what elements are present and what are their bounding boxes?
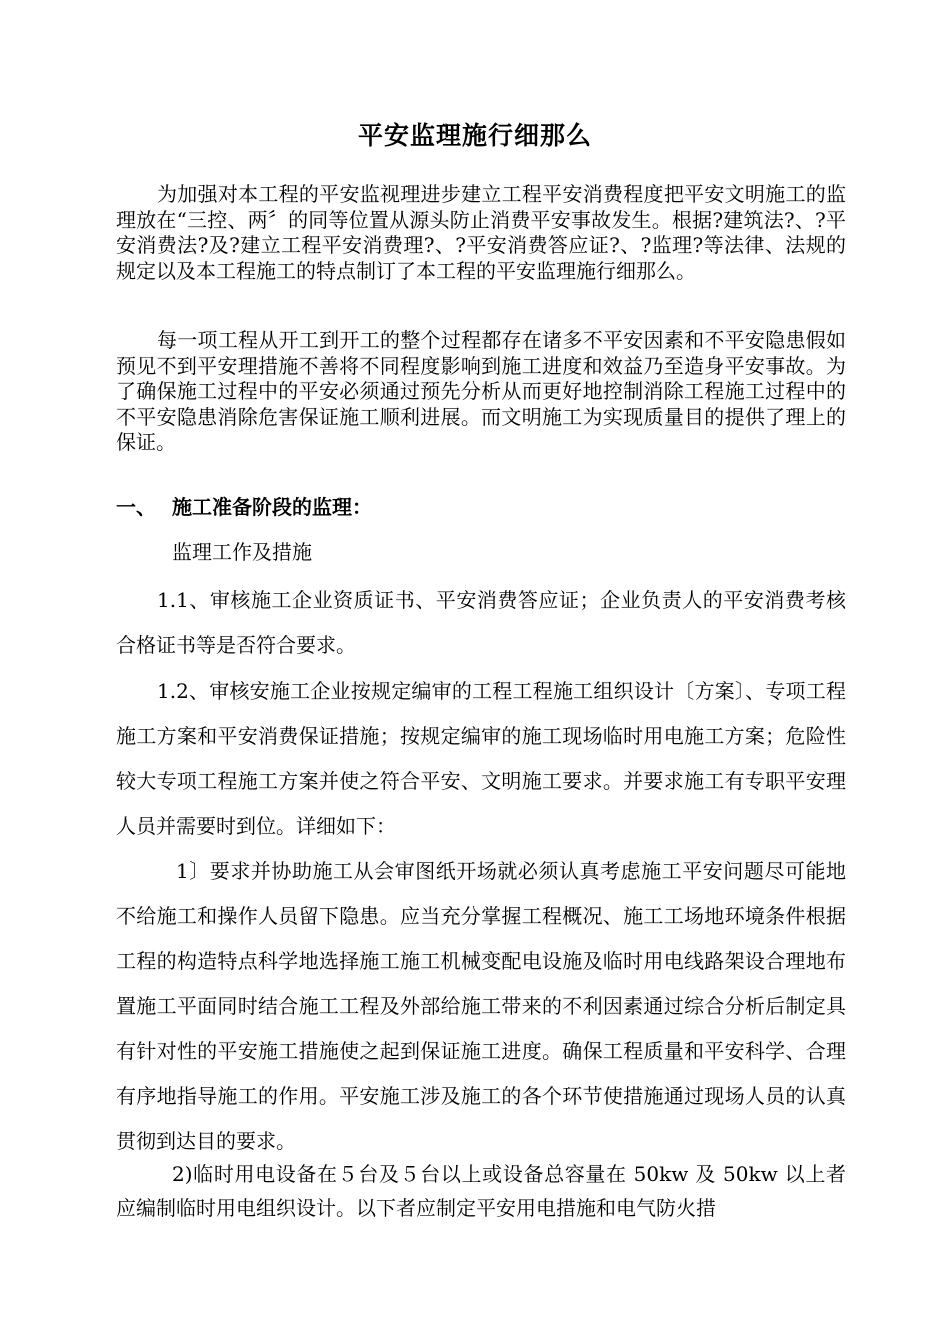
item-1-2: 1.2、审核安施工企业按规定编审的工程工程施工组织设计〔方案〕、专项工程施工方案和平安消费保证措施；按规定编审的施工现场临时用电施工方案；危险性较大专项工程施工方案并使之符合平安、文明施工要求。并要求施工有专职平安理人员并需要时到位。详细如下： — [116, 679, 846, 838]
section-1-number: 一、 — [116, 495, 156, 519]
section-1-heading — [116, 492, 372, 522]
document-title: 平安监理施行细那么 — [357, 121, 592, 150]
point-1: 1〕要求并协助施工从会审图纸开场就必须认真考虑施工平安问题尽可能地不给施工和操作人员留下隐患。应当充分掌握工程概况、施工工场地环境条件根据工程的构造特点科学地选择施工施工机械变配电设施及临时用电线路架设合理地布置施工平面同时结合施工工程及外部给施工带来的不利因素通过综合分析后制定具有针对性的平安施工措施使之起到保证施工进度。确保工程质量和平安科学、合理有序地指导施工的作用。平安施工涉及施工的各个环节使措施通过现场人员的认真贯彻到达目的要求。 — [116, 859, 846, 1153]
intro-paragraph-2: 每一项工程从开工到开工的整个过程都存在诸多不平安因素和不平安隐患假如预见不到平安理措施不善将不同程度影响到施工进度和效益乃至造身平安事故。为了确保施工过程中的平安必须通过预先分析从而更好地控制消除工程施工过程中的不平安隐患消除危害保证施工顺利进展。而文明施工为实现质量目的提供了理上的保证。 — [116, 328, 846, 454]
section-1-heading-text: 施工准备阶段的监理： — [172, 495, 372, 519]
intro-paragraph-1: 为加强对本工程的平安监视理进步建立工程平安消费程度把平安文明施工的监理放在“三控、两〞的同等位置从源头防止消费平安事故发生。根据?建筑法?、?平安消费法?及?建立工程平安消费理?、?平安消费答应证?、?监理?等法律、法规的规定以及本工程施工的特点制订了本工程的平安监理施行细那么。 — [116, 182, 846, 283]
item-1-1: 1.1、审核施工企业资质证书、平安消费答应证；企业负责人的平安消费考核合格证书等是否符合要求。 — [116, 588, 846, 657]
point-2: 2)临时用电设备在５台及５台以上或设备总容量在 50kw 及 50kw 以上者应编制临时用电组织设计。以下者应制定平安用电措施和电气防火措 — [116, 1162, 846, 1220]
section-1-subheading: 监理工作及措施 — [172, 540, 312, 564]
